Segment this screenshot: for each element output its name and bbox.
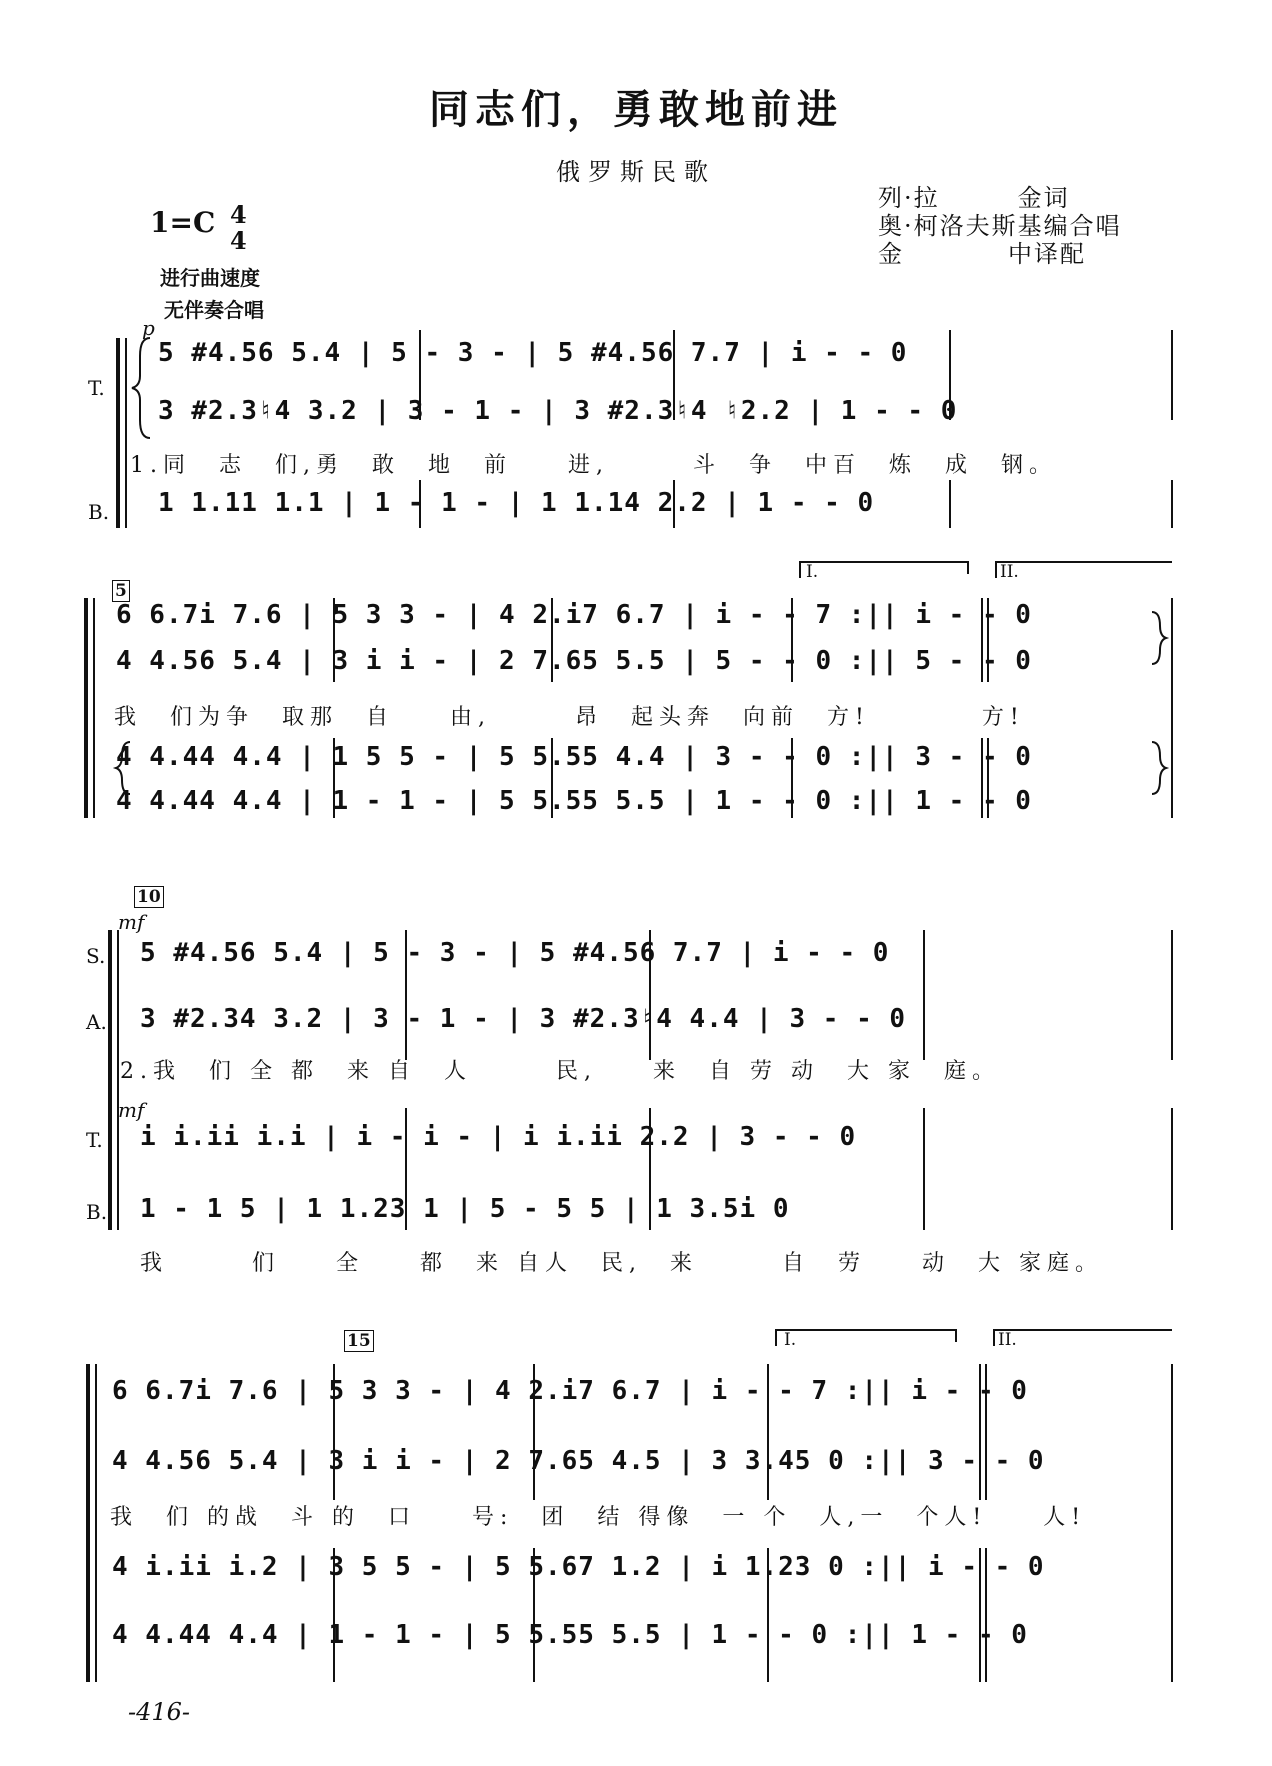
song-title: 同志们，勇敢地前进 <box>429 86 843 133</box>
sys2-line4: 4 4.44 4.4 | 1 - 1 - | 5 5.55 5.5 | 1 - - 0 :|| 1 - - 0 <box>116 786 1032 816</box>
sys2-line3: 4 4.44 4.4 | 1 5 5 - | 5 5.55 4.4 | 3 - - 0 :|| 3 - - 0 <box>116 742 1032 772</box>
lyrics-verse2: 2.我 们 全 都 来 自 人 民, 来 自 劳 动 大 家 庭。 <box>120 1059 1000 1084</box>
volta-1-sys4: I. <box>784 1330 797 1350</box>
measure-number-15: 15 <box>344 1330 374 1352</box>
sys4-line3: 4 i.ii i.2 | 3 5 5 - | 5 5.67 1.2 | i 1.23 0 :|| i - - 0 <box>112 1552 1045 1582</box>
time-signature-top: 4 <box>230 200 247 229</box>
tenor-line-3: i i.ii i.i | i - i - | i i.ii 2.2 | 3 - - 0 <box>140 1122 857 1152</box>
tenor1-line: 5 #4.56 5.4 | 5 - 3 - | 5 #4.56 7.7 | i - - 0 <box>158 338 908 368</box>
alto-line: 3 #2.34 3.2 | 3 - 1 - | 3 #2.3♮4 4.4 | 3 - - 0 <box>140 1004 907 1034</box>
volta-1: I. <box>806 562 819 582</box>
bass-line-3: 1 - 1 5 | 1 1.23 1 | 5 - 5 5 | 1 3.5i 0 <box>140 1194 790 1224</box>
part-label-alto: A. <box>86 1010 107 1034</box>
page-number: -416- <box>128 1698 191 1726</box>
sys4-line4: 4 4.44 4.4 | 1 - 1 - | 5 5.55 5.5 | 1 - - 0 :|| 1 - - 0 <box>112 1620 1028 1650</box>
part-label-tenor-3: T. <box>86 1128 103 1152</box>
lyrics-verse1: 1.同 志 们,勇 敢 地 前 进, 斗 争 中百 炼 成 钢。 <box>130 453 1057 478</box>
part-label-tenor: T. <box>88 376 105 400</box>
volta-2-sys4: II. <box>998 1330 1017 1350</box>
dynamic-p: p <box>142 316 155 340</box>
part-label-soprano: S. <box>86 944 106 968</box>
measure-number-10: 10 <box>134 886 164 908</box>
tenor2-line: 3 #2.3♮4 3.2 | 3 - 1 - | 3 #2.3♮4 ♮2.2 | 1 - - 0 <box>158 396 958 426</box>
credit-translator: 金 中译配 <box>878 240 1086 268</box>
lyrics-sys4: 我 们 的战 斗 的 口 号: 团 结 得像 一 个 人,一 个人! 人! <box>110 1505 1087 1530</box>
credit-lyricist: 列·拉 金词 <box>878 184 1070 212</box>
credit-arranger: 奥·柯洛夫斯基编合唱 <box>878 212 1122 240</box>
song-subtitle: 俄罗斯民歌 <box>556 158 716 186</box>
measure-number-5: 5 <box>112 580 130 602</box>
tempo-marking: 进行曲速度 <box>160 266 260 290</box>
soprano-line: 5 #4.56 5.4 | 5 - 3 - | 5 #4.56 7.7 | i - - 0 <box>140 938 890 968</box>
lyrics-bass: 我 们 全 都 来 自人 民, 来 自 劳 动 大 家庭。 <box>140 1251 1103 1276</box>
part-label-bass-3: B. <box>86 1200 108 1224</box>
dynamic-mf-tenor: mf <box>118 1098 145 1122</box>
lyrics-sys2: 我 们为争 取那 自 由, 昂 起头奔 向前 方! 方! <box>114 705 1025 730</box>
style-marking: 无伴奏合唱 <box>164 298 264 322</box>
dynamic-mf: mf <box>118 910 145 934</box>
sys2-line2: 4 4.56 5.4 | 3 i i - | 2 7.65 5.5 | 5 - - 0 :|| 5 - - 0 <box>116 646 1032 676</box>
key-signature: 1=C <box>150 206 216 239</box>
sys2-line1: 6 6.7i 7.6 | 5 3 3 - | 4 2.i7 6.7 | i - - 7 :|| i - - 0 <box>116 600 1032 630</box>
part-label-bass: B. <box>88 500 110 524</box>
time-signature-bottom: 4 <box>230 226 247 255</box>
volta-2: II. <box>1000 562 1019 582</box>
bass-line: 1 1.11 1.1 | 1 - 1 - | 1 1.14 2.2 | 1 - - 0 <box>158 488 875 518</box>
sys4-line1: 6 6.7i 7.6 | 5 3 3 - | 4 2.i7 6.7 | i - - 7 :|| i - - 0 <box>112 1376 1028 1406</box>
sys4-line2: 4 4.56 5.4 | 3 i i - | 2 7.65 4.5 | 3 3.45 0 :|| 3 - - 0 <box>112 1446 1045 1476</box>
